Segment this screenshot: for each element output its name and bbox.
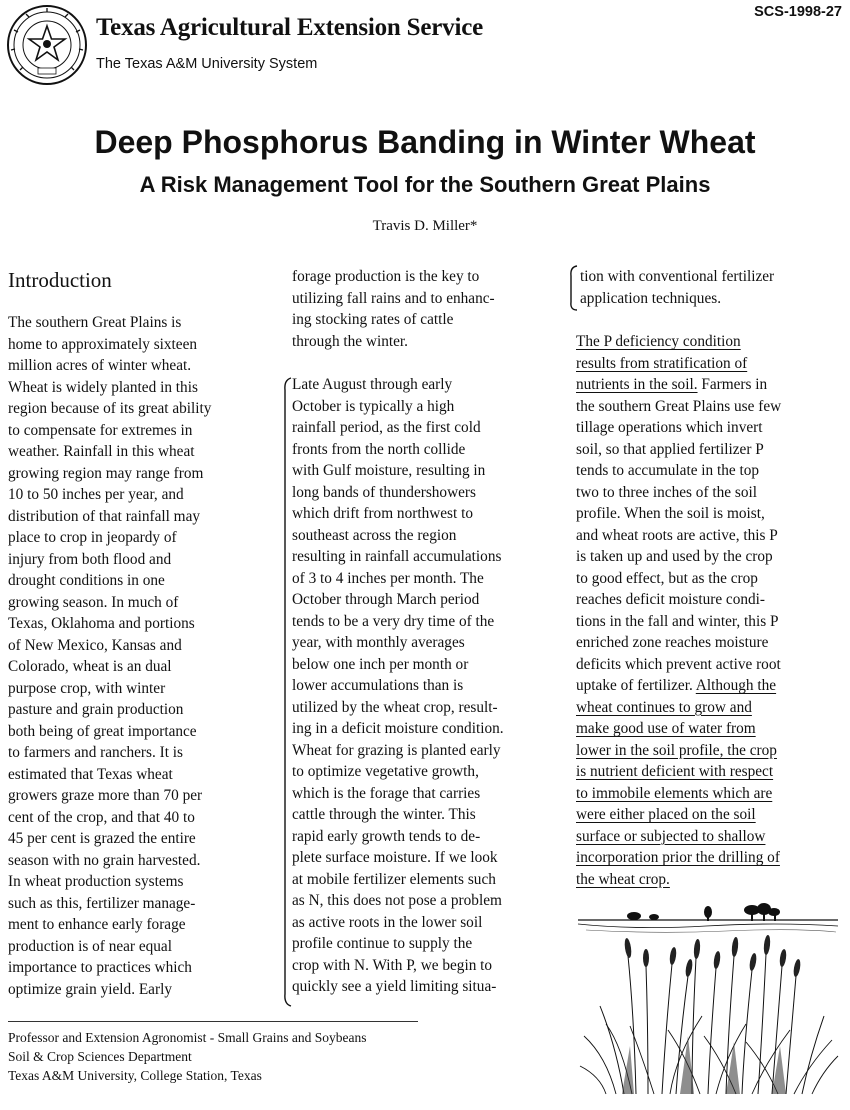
text-segment: deficits which prevent active root [576,655,781,673]
text-line: ing stocking rates of cattle [292,311,454,328]
text-segment: Farmers in [697,376,768,393]
text-line: forage production is the key to [292,268,480,285]
text-line: tion with conventional fertilizer [580,268,775,285]
column-1-text [8,312,268,1000]
text-line: cattle through the winter. This [292,806,476,823]
text-line: ing in a deficit moisture condition. [292,720,504,737]
underlined-text: lower in the soil profile, the crop [576,741,777,759]
text-line [576,503,842,525]
text-line [576,697,842,719]
text-line: plete surface moisture. If we look [292,849,498,866]
text-line: to compensate for extremes in [8,421,193,439]
text-line: such as this, fertilizer manage- [8,894,196,912]
org-subtitle: The Texas A&M University System [96,56,318,72]
text-line: to optimize vegetative growth, [292,763,479,780]
text-line [576,632,842,654]
text-line: lower accumulations than is [292,677,464,694]
text-line [576,417,842,439]
text-line: which is the forage that carries [292,784,481,802]
column-3-text [576,331,842,890]
text-line: injury from both flood and [8,550,172,568]
text-line: Colorado, wheat is an dual [8,658,172,675]
text-line: importance to practices which [8,959,192,976]
document-subtitle: A Risk Management Tool for the Southern Great Plains [139,172,711,197]
underlined-text: make good use of water from [576,720,756,737]
text-line: purpose crop, with winter [8,679,166,697]
underlined-text: wheat continues to grow and [576,698,752,716]
text-line: Professor and Extension Agronomist - Small Grains and Soybeans [8,1030,367,1045]
text-segment: to good effect, but as the crop [576,569,758,587]
text-line: of New Mexico, Kansas and [8,636,182,654]
column-2-text [292,374,552,998]
text-line: southeast across the region [292,526,457,544]
text-line: resulting in rainfall accumulations [292,548,502,565]
text-line: both being of great importance [8,722,197,740]
text-line: production is of near equal [8,937,172,955]
document-title: Deep Phosphorus Banding in Winter Wheat [94,124,756,160]
text-line: season with no grain harvested. [8,851,201,869]
text-line [576,718,842,740]
text-line: application techniques. [580,289,722,307]
text-line: long bands of thundershowers [292,483,476,501]
text-line [576,611,842,633]
text-line: with Gulf moisture, resulting in [292,462,486,479]
text-line [576,675,842,697]
text-line [576,546,842,568]
text-line: optimize grain yield. Early [8,980,172,998]
underlined-text: is nutrient deficient with respect [576,763,774,780]
document-id: SCS-1998-27 [754,4,842,20]
text-line: In wheat production systems [8,873,184,890]
text-line: growing season. In much of [8,593,179,611]
section-heading: Introduction [8,268,112,292]
text-line: tends to be a very dry time of the [292,612,495,630]
text-line [576,654,842,676]
text-line: rainfall period, as the first cold [292,419,481,436]
text-line [576,331,842,353]
text-line: pasture and grain production [8,701,184,718]
column-3-top-text [580,266,842,309]
underlined-text: surface or subjected to shallow [576,827,766,845]
text-segment: reaches deficit moisture condi- [576,591,766,608]
text-line [576,761,842,783]
footnote [8,1028,366,1085]
text-line: The southern Great Plains is [8,314,182,331]
underlined-text: nutrients in the soil. [576,376,698,393]
text-line: fronts from the north collide [292,440,466,458]
text-line: below one inch per month or [292,655,469,673]
text-line: utilizing fall rains and to enhanc- [292,289,495,307]
text-line: Texas A&M University, College Station, Texas [8,1068,262,1083]
text-line: as N, this does not pose a problem [292,892,502,909]
text-line: which drift from northwest to [292,505,473,522]
text-line [576,869,842,891]
text-line: Wheat for grazing is planted early [292,741,501,759]
text-segment: and wheat roots are active, this P [576,526,778,544]
text-line: drought conditions in one [8,572,165,589]
text-segment: uptake of fertilizer. [576,677,696,694]
text-line: growing region may range from [8,464,204,482]
text-line: year, with monthly averages [292,634,465,651]
text-line: quickly see a yield limiting situa- [292,978,497,995]
text-line [576,439,842,461]
wheat-field-illustration-icon [576,896,842,1096]
text-line: growers graze more than 70 per [8,787,203,804]
text-line [576,589,842,611]
text-line: through the winter. [292,332,408,350]
text-line: as active roots in the lower soil [292,913,483,931]
text-line [576,847,842,869]
text-segment: enriched zone reaches moisture [576,634,769,651]
text-line: place to crop in jeopardy of [8,529,177,546]
text-line: million acres of winter wheat. [8,357,192,374]
text-line: to farmers and ranchers. It is [8,744,183,761]
underlined-text: The P deficiency condition [576,333,741,350]
text-line [576,460,842,482]
text-line: home to approximately sixteen [8,335,198,353]
text-line: estimated that Texas wheat [8,765,173,783]
column-2-top-text [292,266,552,352]
text-line: distribution of that rainfall may [8,507,201,525]
text-line [576,783,842,805]
text-line [576,568,842,590]
text-line: region because of its great ability [8,400,212,417]
text-line: weather. Rainfall in this wheat [8,443,195,460]
text-line: cent of the crop, and that 40 to [8,808,195,826]
underlined-text: incorporation prior the drilling of [576,849,780,866]
text-line: Texas, Oklahoma and portions [8,615,195,632]
text-line: October through March period [292,591,480,608]
underlined-text: Although the [695,677,777,694]
text-line [576,353,842,375]
text-segment: profile. When the soil is moist, [576,505,765,522]
text-line [576,396,842,418]
text-segment: tends to accumulate in the top [576,462,760,479]
text-line: 10 to 50 inches per year, and [8,486,184,503]
text-line: October is typically a high [292,397,455,415]
text-segment: is taken up and used by the crop [576,548,773,565]
text-line [576,826,842,848]
text-line [576,482,842,504]
underlined-text: to immobile elements which are [576,784,773,802]
text-segment: tions in the fall and winter, this P [576,612,779,630]
university-seal-icon [6,4,88,86]
text-segment: tillage operations which invert [576,419,763,436]
underlined-text: results from stratification of [576,354,748,372]
text-line: ment to enhance early forage [8,916,186,933]
text-line: utilized by the wheat crop, result- [292,698,498,716]
text-line: profile continue to supply the [292,935,473,952]
text-segment: the southern Great Plains use few [576,397,782,415]
text-line [576,740,842,762]
margin-bracket-icon [568,264,578,312]
text-line: 45 per cent is grazed the entire [8,830,196,847]
text-line: Soil & Crop Sciences Department [8,1049,192,1064]
author-name: Travis D. Miller* [372,218,478,234]
org-name: Texas Agricultural Extension Service [96,14,484,41]
text-line [576,374,842,396]
text-line: at mobile fertilizer elements such [292,870,496,888]
text-line: rapid early growth tends to de- [292,827,481,845]
underlined-text: were either placed on the soil [576,806,756,823]
text-line: of 3 to 4 inches per month. The [292,569,484,587]
margin-bracket-icon [282,376,292,1008]
text-segment: soil, so that applied fertilizer P [576,440,764,458]
text-line: crop with N. With P, we begin to [292,956,493,974]
text-line: Wheat is widely planted in this [8,378,198,396]
text-line: Late August through early [292,376,453,393]
text-line [576,525,842,547]
footnote-divider [8,1021,418,1022]
text-segment: two to three inches of the soil [576,483,757,501]
underlined-text: the wheat crop. [576,870,670,888]
text-line [576,804,842,826]
